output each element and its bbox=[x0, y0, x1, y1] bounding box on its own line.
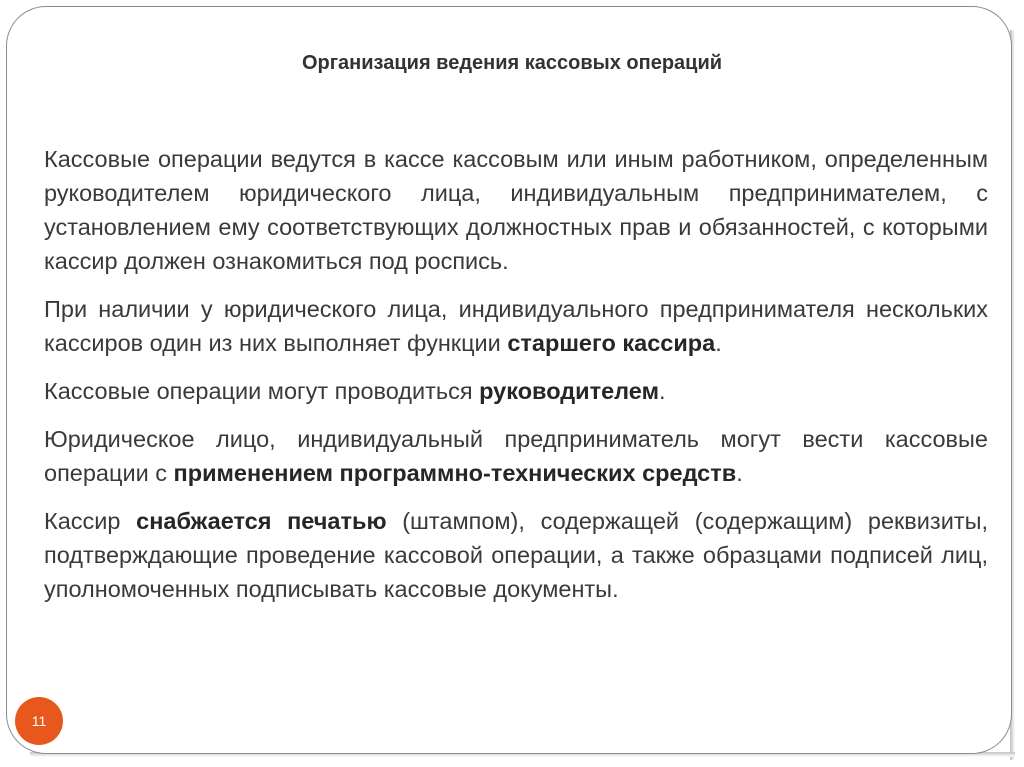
paragraph-4 bbox=[44, 422, 988, 490]
paragraph-2-end: . bbox=[715, 330, 722, 356]
paragraph-4-bold: применением программно-технических средств bbox=[173, 460, 737, 486]
paragraph-3-text: Кассовые операции могут проводиться bbox=[44, 378, 480, 404]
paragraph-2-text: При наличии у юридического лица, индивидуального предпринимателя нескольких кассиров один из них выполняет функции bbox=[44, 296, 988, 356]
paragraph-3-bold: руководителем bbox=[479, 378, 659, 404]
paragraph-4-text: Юридическое лицо, индивидуальный предприниматель могут вести кассовые операции с bbox=[44, 426, 988, 486]
paragraph-5-bold: снабжается печатью bbox=[136, 508, 387, 534]
paragraph-5-text: Кассир bbox=[44, 508, 137, 534]
paragraph-4-end: . bbox=[736, 460, 743, 486]
paragraph-3 bbox=[44, 374, 988, 408]
paragraph-1 bbox=[44, 142, 988, 278]
paragraph-2-bold: старшего кассира bbox=[507, 330, 716, 356]
paragraph-3-end: . bbox=[658, 378, 666, 404]
slide-body bbox=[44, 142, 988, 620]
slide-title: Организация ведения кассовых операций bbox=[301, 52, 723, 74]
page-number-badge: 11 bbox=[15, 697, 63, 745]
paragraph-1-text: Кассовые операции ведутся в кассе кассовым или иным работником, определенным руководителем юридического лица, индивидуальным предпринимателем, с установлением ему соответствующих должностных прав и обязанностей, с которыми кассир должен ознакомиться под роспись. bbox=[44, 146, 988, 274]
paragraph-2 bbox=[44, 292, 988, 360]
paragraph-5 bbox=[44, 504, 988, 606]
paragraph-5-end: (штампом), содержащей (содержащим) реквизиты, подтверждающие проведение кассовой операции, а также образцами подписей лиц, уполномоченных подписывать кассовые документы. bbox=[44, 508, 988, 602]
